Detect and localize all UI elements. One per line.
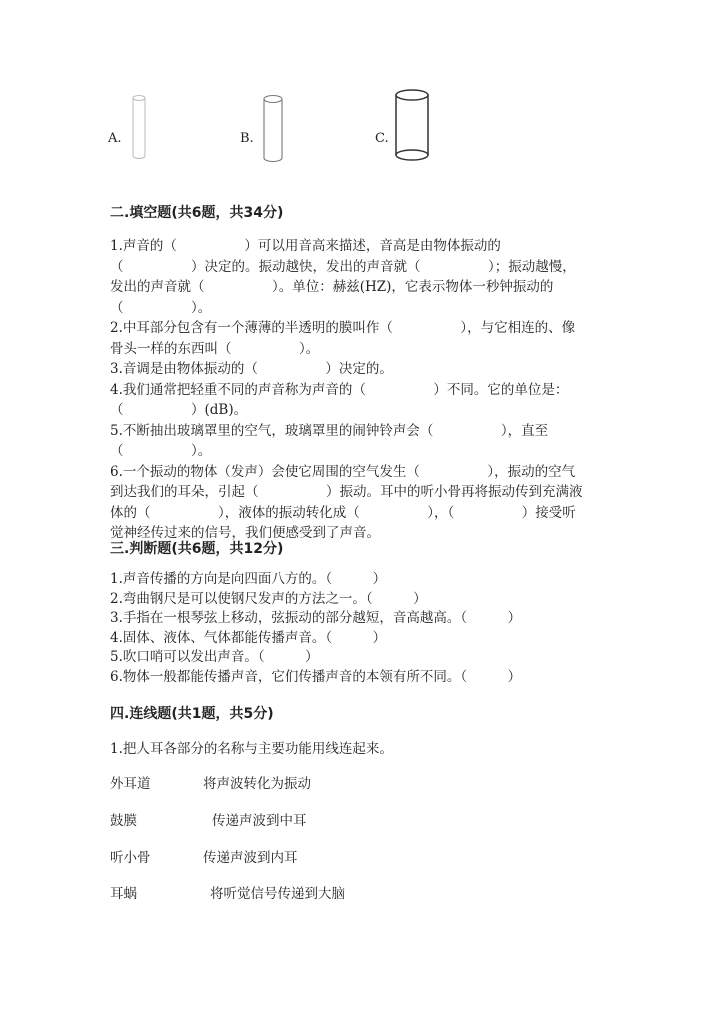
judge-line: 1.声音传播的方向是向四面八方的。（ ） (110, 571, 387, 587)
fill-line: 体的（ ），液体的振动转化成（ ），（ ）接受听 (110, 504, 576, 521)
match-left-item: 耳蜗 (110, 886, 137, 902)
fill-line: （ ）。 (110, 299, 212, 316)
match-right-item: 将听觉信号传递到大脑 (210, 886, 345, 902)
match-left-item: 听小骨 (110, 850, 151, 866)
wide-tube-icon (392, 86, 432, 166)
thin-tube-icon (128, 92, 150, 164)
judge-line: 3.手指在一根琴弦上移动，弦振动的部分越短，音高越高。（ ） (110, 610, 522, 626)
fill-line: （ ）(dB)。 (110, 402, 248, 418)
match-instruction: 1.把人耳各部分的名称与主要功能用线连起来。 (110, 741, 393, 757)
fill-line: 3.音调是由物体振动的（ ）决定的。 (110, 361, 393, 377)
fill-line: （ ）。 (110, 443, 212, 459)
fill-line: 4.我们通常把轻重不同的声音称为声音的（ ）不同。它的单位是： (110, 381, 569, 398)
fill-line: 5.不断抽出玻璃罩里的空气，玻璃罩里的闹钟铃声会（ ），直至 (110, 422, 549, 439)
fill-line: 2.中耳部分包含有一个薄薄的半透明的膜叫作（ ），与它相连的、像 (110, 320, 576, 336)
match-section-title: 四.连线题(共1题，共5分) (110, 706, 274, 722)
match-left-item: 鼓膜 (110, 813, 137, 829)
fill-line: 到达我们的耳朵，引起（ ）振动。耳中的听小骨再将振动传到充满液 (110, 484, 583, 500)
option-a-label: A. (108, 131, 122, 146)
judge-line: 2.弯曲钢尺是可以使钢尺发声的方法之一。（ ） (110, 590, 427, 607)
match-right-item: 传递声波到内耳 (203, 850, 298, 866)
judge-line: 4.固体、液体、气体都能传播声音。（ ） (110, 629, 387, 646)
judge-line: 6.物体一般都能传播声音，它们传播声音的本领有所不同。（ ） (110, 668, 522, 685)
fill-line: 1.声音的（ ）可以用音高来描述，音高是由物体振动的 (110, 238, 501, 254)
fill-questions (110, 236, 610, 544)
match-right-item: 传递声波到中耳 (212, 813, 307, 829)
option-b-label: B. (240, 131, 254, 146)
judge-section-title: 三.判断题(共6题，共12分) (110, 541, 284, 557)
fill-line: 发出的声音就（ ）。单位：赫兹(HZ)，它表示物体一秒钟振动的 (110, 279, 554, 295)
match-right-item: 将声波转化为振动 (203, 776, 311, 792)
fill-line: 觉神经传过来的信号，我们便感受到了声音。 (110, 525, 380, 541)
match-left-item: 外耳道 (110, 776, 151, 792)
fill-line: （ ）决定的。振动越快，发出的声音就（ ）；振动越慢， (110, 258, 576, 275)
fill-section-title: 二.填空题(共6题，共34分) (110, 205, 284, 221)
judge-questions (110, 570, 610, 687)
judge-line: 5.吹口哨可以发出声音。（ ） (110, 649, 319, 665)
fill-line: 骨头一样的东西叫（ ）。 (110, 340, 320, 357)
medium-tube-icon (258, 92, 288, 166)
fill-line: 6.一个振动的物体（发声）会使它周围的空气发生（ ），振动的空气 (110, 463, 576, 480)
option-c-label: C. (375, 131, 389, 146)
